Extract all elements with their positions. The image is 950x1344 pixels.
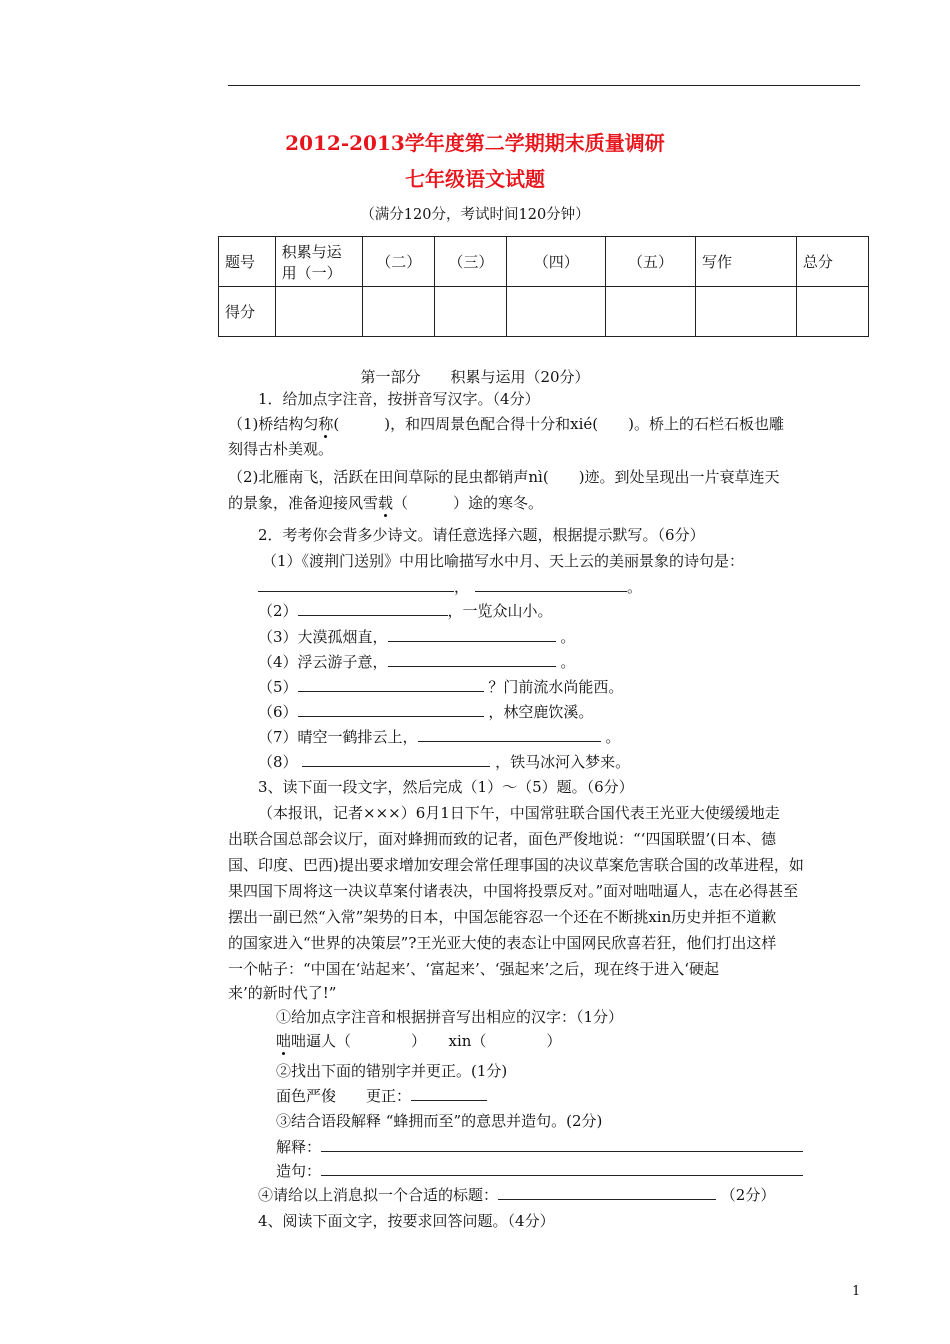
exam-note: （满分120分，考试时间120分钟） (360, 207, 590, 223)
q1-line2: 刻得古朴美观。 (228, 440, 334, 458)
table-cell: （四） (507, 237, 606, 287)
item-text: ，一览众山小。 (447, 602, 553, 620)
item-label: （2） (258, 602, 298, 620)
q2-item3 (258, 626, 575, 647)
item-text: ，铁马冰河入梦来。 (495, 753, 631, 771)
q3-paragraph-line: 的国家进入“世界的决策层”?王光亚大使的表态让中国网民欣喜若狂，他们打出这样 (228, 934, 777, 952)
dotted-char: 载 (378, 494, 394, 512)
item-text: （3）大漠孤烟直， (258, 628, 388, 646)
q3-sub2: ②找出下面的错别字并更正。(1分) (276, 1062, 508, 1080)
table-cell: 题号 (219, 237, 276, 287)
q3-title: 3、读下面一段文字，然后完成（1）～（5）题。（6分） (258, 778, 634, 796)
score-table (218, 236, 869, 337)
q2-item1-blanks (258, 576, 642, 597)
q1-line4-text: 的景象，准备迎接风雪 (228, 494, 379, 512)
q1-title: 1．给加点字注音，按拼音写汉字。（4分） (258, 390, 540, 408)
q3-sub3-explain (276, 1136, 803, 1157)
answer-blank[interactable] (418, 728, 601, 742)
q2-item8 (258, 751, 630, 772)
q3-paragraph-line: 出联合国总部会议厅，面对蜂拥而致的记者，面色严俊地说：“‘四国联盟’(日本、德 (228, 830, 777, 848)
answer-blank[interactable] (388, 653, 556, 667)
item-text: 咄逼人（ ） xin（ ） (291, 1032, 562, 1050)
item-text: ④请给以上消息拟一个合适的标题： (258, 1186, 499, 1204)
q2-item1: （1）《渡荆门送别》中用比喻描写水中月、天上云的美丽景象的诗句是： (262, 552, 745, 570)
blank-end: 。 (627, 578, 643, 596)
answer-blank[interactable] (321, 1138, 803, 1152)
q3-paragraph-line: 来’的新时代了!” (228, 984, 337, 1002)
table-cell: （三） (435, 237, 507, 287)
q2-item6 (258, 701, 593, 722)
item-label: （6） (258, 703, 298, 721)
item-label: （8） (258, 753, 298, 771)
q2-title: 2．考考你会背多少诗文。请任意选择六题，根据提示默写。（6分） (258, 526, 705, 544)
q3-sub4 (258, 1184, 775, 1205)
item-text: 。 (605, 728, 621, 746)
table-cell: 得分 (219, 287, 276, 337)
answer-blank[interactable] (298, 678, 484, 692)
score-table-header-row (219, 237, 869, 287)
item-text: 造句： (276, 1162, 322, 1180)
item-text: （7）晴空一鹤排云上， (258, 728, 418, 746)
score-input-cell[interactable] (435, 287, 507, 337)
blank-sep: ， (454, 578, 470, 596)
q3-sub2-answer (276, 1085, 487, 1106)
score-input-cell[interactable] (606, 287, 696, 337)
score-input-cell[interactable] (507, 287, 606, 337)
q3-paragraph-line: 果四国下周将这一决议草案付诸表决，中国将投票反对。”面对咄咄逼人，志在必得甚至 (228, 882, 799, 900)
answer-blank[interactable] (302, 753, 490, 767)
item-text: ，林空鹿饮溪。 (488, 703, 594, 721)
score-input-cell[interactable] (363, 287, 435, 337)
answer-blank[interactable] (298, 602, 448, 616)
page-number: 1 (852, 1284, 861, 1299)
item-label: （5） (258, 678, 298, 696)
q1-line4-rest: （ ）途的寒冬。 (393, 494, 544, 512)
answer-blank[interactable] (388, 628, 556, 642)
q3-paragraph-line: 一个帖子：“中国在‘站起来’、‘富起来’、‘强起来’之后，现在终于进入‘硬起 (228, 960, 720, 978)
header-rule (228, 85, 860, 86)
dotted-char: 咄 (276, 1032, 292, 1050)
table-cell: 写作 (695, 237, 796, 287)
answer-blank[interactable] (298, 703, 484, 717)
answer-blank[interactable] (475, 578, 627, 592)
item-text: ？门前流水尚能西。 (488, 678, 624, 696)
answer-blank[interactable] (411, 1087, 487, 1101)
q3-sub3-sentence (276, 1160, 803, 1181)
q2-item4 (258, 651, 575, 672)
q2-item7 (258, 726, 620, 747)
q3-sub3: ③结合语段解释 “蜂拥而至”的意思并造句。(2分) (276, 1112, 603, 1130)
item-text: 解释： (276, 1138, 322, 1156)
q2-item2 (258, 600, 553, 621)
q2-item5 (258, 676, 623, 697)
table-cell: 总分 (796, 237, 868, 287)
score-input-cell[interactable] (796, 287, 868, 337)
q1-line4 (228, 492, 543, 513)
item-text: 。 (560, 653, 576, 671)
score-table-score-row (219, 287, 869, 337)
score-input-cell[interactable] (275, 287, 363, 337)
q1-line1-rest: ( )，和四周景色配合得十分和xié( )。桥上的石栏石板也雕 (333, 415, 784, 433)
q3-sub1-answer (276, 1030, 561, 1051)
q1-line1 (228, 413, 784, 434)
q3-paragraph-line: （本报讯，记者×××）6月1日下午，中国常驻联合国代表王光亚大使缓缓地走 (258, 804, 780, 822)
item-text: 面色严俊 更正： (276, 1087, 412, 1105)
q3-paragraph-line: 国、印度、巴西)提出要求增加安理会常任理事国的决议草案危害联合国的改革进程，如 (228, 856, 804, 874)
q3-sub1: ①给加点字注音和根据拼音写出相应的汉字：（1分） (276, 1008, 624, 1026)
answer-blank[interactable] (258, 578, 454, 592)
exam-subtitle: 七年级语文试题 (405, 167, 545, 191)
item-text: （2分） (720, 1186, 776, 1204)
table-cell: （二） (363, 237, 435, 287)
q4-title: 4、阅读下面文字，按要求回答问题。（4分） (258, 1212, 555, 1230)
part-heading: 第一部分 积累与运用（20分） (360, 368, 590, 386)
dotted-char: 称 (318, 415, 334, 433)
answer-blank[interactable] (321, 1162, 803, 1176)
answer-blank[interactable] (498, 1186, 716, 1200)
item-text: 。 (560, 628, 576, 646)
score-input-cell[interactable] (695, 287, 796, 337)
item-text: （4）浮云游子意， (258, 653, 388, 671)
q3-paragraph-line: 摆出一副已然“入常”架势的日本，中国怎能容忍一个还在不断挑xin历史并拒不道歉 (228, 908, 777, 926)
table-cell: 积累与运用（一） (275, 237, 363, 287)
table-cell: （五） (606, 237, 696, 287)
exam-title: 2012-2013学年度第二学期期末质量调研 (285, 131, 665, 155)
q1-line1-text: （1)桥结构匀 (228, 415, 319, 433)
q1-line3: （2)北雁南飞，活跃在田间草际的昆虫都销声nì( )迹。到处呈现出一片衰草连天 (228, 468, 780, 486)
